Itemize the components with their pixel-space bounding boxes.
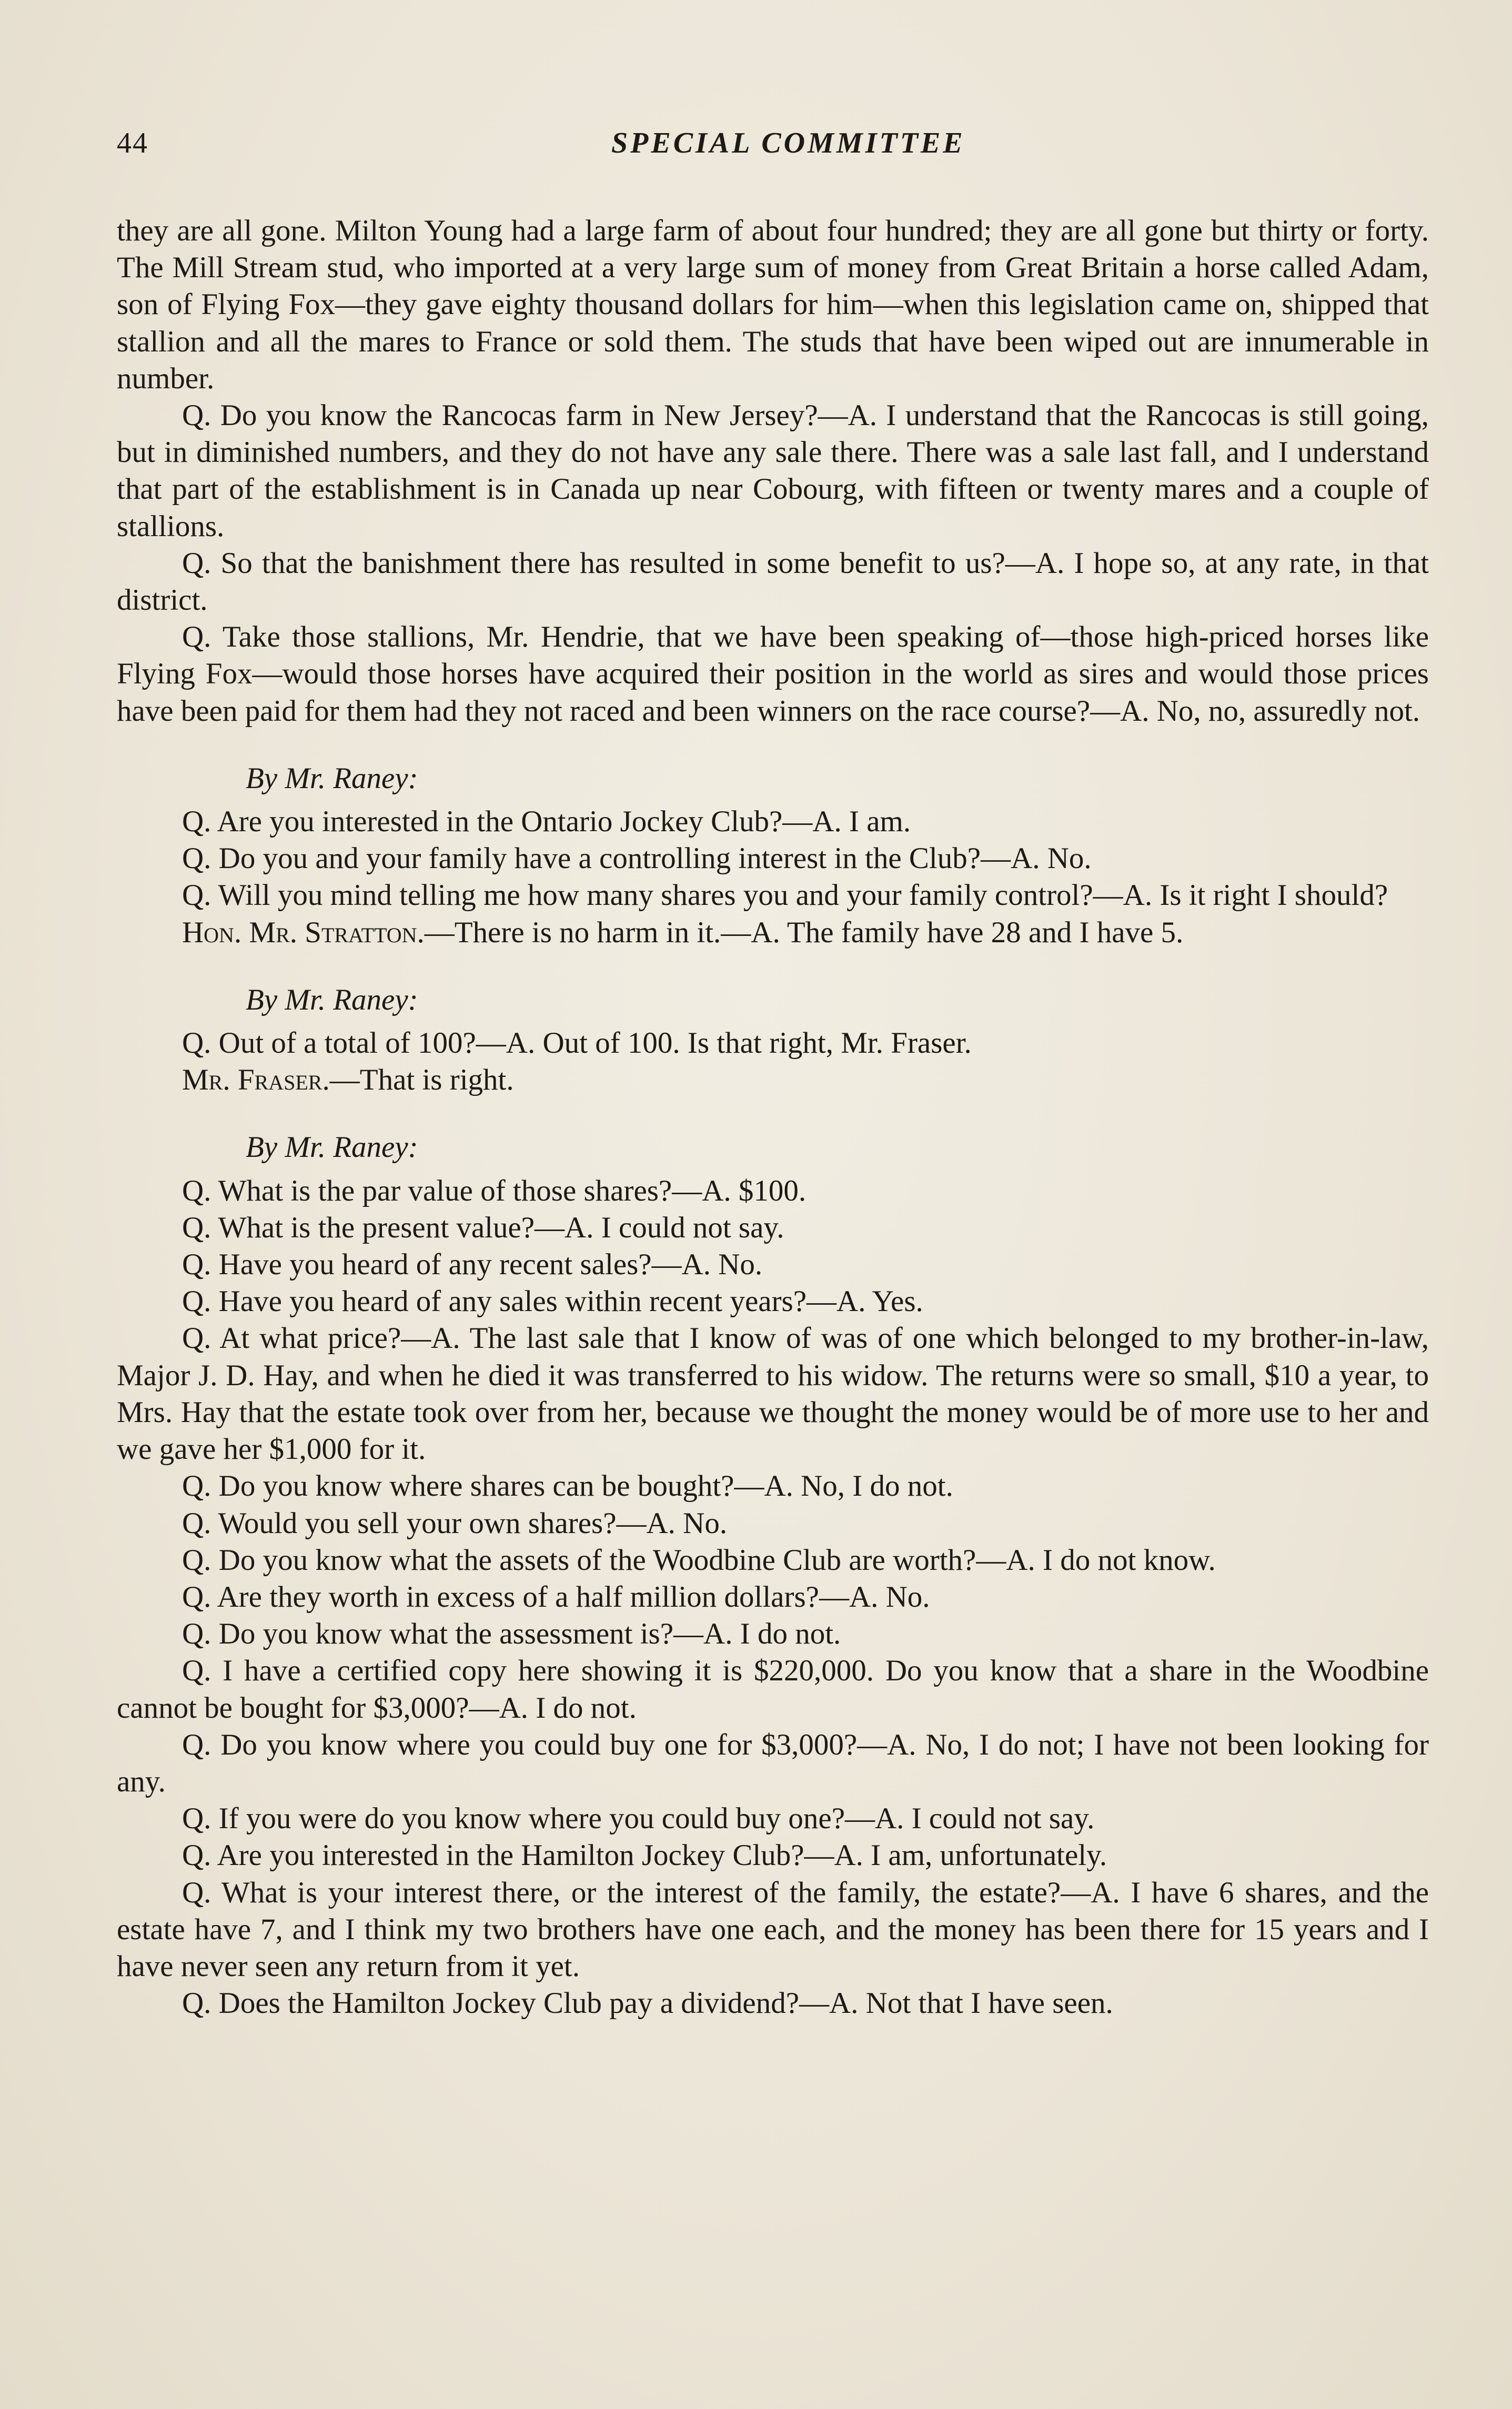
running-title: SPECIAL COMMITTEE bbox=[611, 127, 965, 159]
examiner-heading: By Mr. Raney: bbox=[246, 983, 418, 1016]
question-answer: Q. Have you heard of any sales within recent years?—A. Yes. bbox=[182, 1285, 923, 1318]
question-answer: Q. So that the banishment there has resulted in some benefit to us?—A. I hope so, at any rate, in that district. bbox=[117, 546, 1429, 617]
document-body bbox=[117, 213, 1429, 2022]
question-answer: Q. Are you interested in the Ontario Jockey Club?—A. I am. bbox=[182, 805, 911, 839]
speaker-name: Mr. Fraser bbox=[182, 1063, 322, 1097]
question-answer: Q. Do you know what the assets of the Woodbine Club are worth?—A. I do not know. bbox=[182, 1543, 1216, 1577]
statement-text: .—There is no harm in it.—A. The family have 28 and I have 5. bbox=[417, 915, 1184, 949]
question-answer: Q. Are you interested in the Hamilton Jockey Club?—A. I am, unfortunately. bbox=[182, 1839, 1107, 1872]
question-answer: Q. I have a certified copy here showing it is $220,000. Do you know that a share in the Woodbine cannot be bought for $3,000?—A. I do not. bbox=[117, 1654, 1429, 1725]
question-answer: Q. At what price?—A. The last sale that I know of was of one which belonged to my brother-in-law, Major J. D. Hay, and when he died it was transferred to his widow. The returns were so small, $10 a year, to Mrs. Hay that the estate took over from her, because we thought the money would be of more use to her and we gave her $1,000 for it. bbox=[117, 1322, 1429, 1466]
question-answer: Q. If you were do you know where you could buy one?—A. I could not say. bbox=[182, 1802, 1095, 1836]
question-answer: Q. What is your interest there, or the interest of the family, the estate?—A. I have 6 shares, and the estate have 7, and I think my two brothers have one each, and the money has been there for 15 years and I have never seen any return from it yet. bbox=[117, 1876, 1429, 1983]
question-answer: Q. Do you and your family have a controlling interest in the Club?—A. No. bbox=[182, 842, 1092, 875]
question-answer: Q. Will you mind telling me how many shares you and your family control?—A. Is it right I should? bbox=[182, 879, 1388, 912]
question-answer: Q. What is the par value of those shares?—A. $100. bbox=[182, 1174, 807, 1207]
running-head bbox=[117, 126, 1429, 168]
speaker-statement bbox=[117, 1062, 1429, 1098]
speaker-name: Hon. Mr. Stratton bbox=[182, 915, 417, 949]
paragraph: they are all gone. Milton Young had a large farm of about four hundred; they are all gone but thirty or forty. The Mill Stream stud, who imported at a very large sum of money from Great Britain a horse called Adam, son of Flying Fox—they gave eighty thousand dollars for him—when this legislation came on, shipped that stallion and all the mares to France or sold them. The studs that have been wiped out are innumerable in number. bbox=[117, 214, 1429, 395]
question-answer: Q. Do you know what the assessment is?—A. I do not. bbox=[182, 1617, 841, 1651]
question-answer: Q. Does the Hamilton Jockey Club pay a dividend?—A. Not that I have seen. bbox=[182, 1987, 1113, 2020]
examiner-heading: By Mr. Raney: bbox=[246, 761, 418, 795]
question-answer: Q. Have you heard of any recent sales?—A. No. bbox=[182, 1248, 763, 1282]
page-number: 44 bbox=[117, 127, 148, 159]
question-answer: Q. Do you know where you could buy one for $3,000?—A. No, I do not; I have not been looking for any. bbox=[117, 1728, 1429, 1798]
question-answer: Q. What is the present value?—A. I could not say. bbox=[182, 1211, 784, 1244]
question-answer: Q. Do you know where shares can be bought?—A. No, I do not. bbox=[182, 1469, 953, 1503]
question-answer: Q. Do you know the Rancocas farm in New Jersey?—A. I understand that the Rancocas is still going, but in diminished numbers, and they do not have any sale there. There was a sale last fall, and I understand that part of the establishment is in Canada up near Cobourg, with fifteen or twenty mares and a couple of stallions. bbox=[117, 399, 1429, 543]
examiner-heading: By Mr. Raney: bbox=[246, 1131, 418, 1164]
question-answer: Q. Out of a total of 100?—A. Out of 100. Is that right, Mr. Fraser. bbox=[182, 1026, 972, 1060]
question-answer: Q. Are they worth in excess of a half million dollars?—A. No. bbox=[182, 1580, 930, 1614]
question-answer: Q. Take those stallions, Mr. Hendrie, that we have been speaking of—those high-priced horses like Flying Fox—would those horses have acquired their position in the world as sires and would those prices have been paid for them had they not raced and been winners on the race course?—A. No, no, assuredly not. bbox=[117, 620, 1429, 728]
statement-text: .—That is right. bbox=[322, 1063, 514, 1097]
speaker-statement bbox=[117, 914, 1429, 951]
question-answer: Q. Would you sell your own shares?—A. No. bbox=[182, 1506, 728, 1540]
